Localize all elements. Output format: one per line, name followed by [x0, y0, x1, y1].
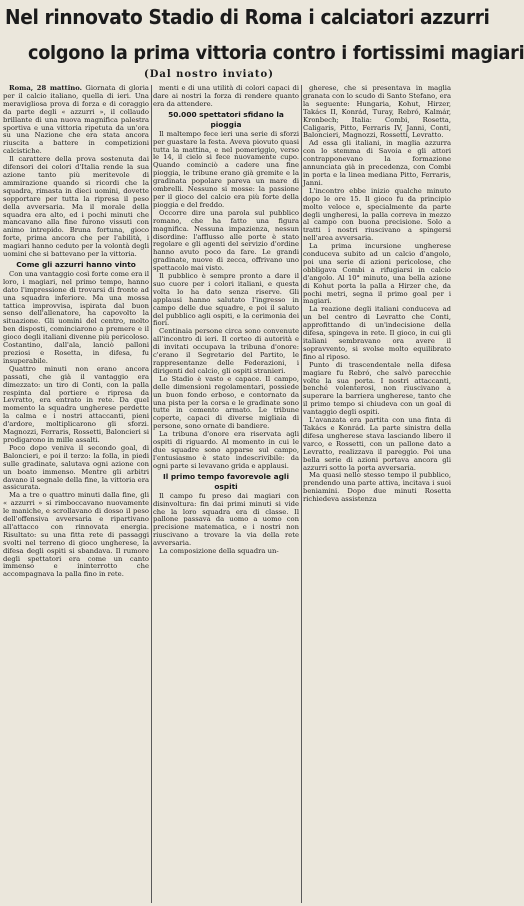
column-1 — [3, 85, 149, 903]
paragraph-text: Giornata di gloria per il calcio italiano, quella di ieri. Una meravigliosa prova di forza e di coraggio da parte degli « azzurri », il collaudo brillante di una nuova magnifica palestra sportiva e una vittoria ripetuta da un'ora su una Nazione che era stata ancora riuscita a battere in competizioni calcistiche. — [3, 84, 149, 156]
paragraph: Lo Stadio è vasto e capace. Il campo, delle dimensioni regolamentari, possiede un buon fondo erboso, e contornato da una pista per la corsa e le gradinate sono tutte in cemento armato. Le tribune coperte, capaci di diverse migliaia di persone, sono ornate di bandiere. — [153, 374, 299, 431]
paragraph: La tribuna d'onore era riservata agli ospiti di riguardo. Al momento in cui le due squadre sono apparse sul campo, l'entusiasmo è stato indescrivibile: da ogni parte si levavano grida e applausi. — [153, 430, 299, 470]
paragraph: La composizione della squadra un- — [159, 547, 279, 556]
paragraph: Il maltempo fece ieri una serie di sforzi per guastare la festa. Aveva piovuto quasi tutta la mattina, e nel pomeriggio, verso le 14, il cielo si fece nuovamente cupo. Quando cominciò a cadere una fine pioggia, le tribune erano già gremite e la gradinata popolare pareva un mare di ombrelli. Nessuno si mosse: la passione per il gioco del calcio era più forte della pioggia e del freddo. — [153, 129, 299, 209]
paragraph: Punto di trascendentale nella difesa magiare fu Rebró, che salvò parecchie volte la sua porta. I nostri attaccanti, benché volenterosi, non riuscivano a superare la barriera ungherese, tanto che il primo tempo si chiudeva con un goal di vantaggio degli ospiti. — [303, 360, 451, 417]
byline: (Dal nostro inviato) — [144, 69, 274, 80]
dateline: Roma, 28 mattino. — [9, 84, 82, 92]
paragraph: L'incontro ebbe inizio qualche minuto dopo le ore 15. Il gioco fu da principio molto veloce e, specialmente da parte degli ungheresi, la palla correva in mezzo al campo con buona precisione. Solo a tratti i nostri riuscivano a spingersi nell'area avversaria. — [303, 186, 451, 243]
paragraph: Ad essa gli italiani, in maglia azzurra con lo stemma di Savoia e gli attori contrapponevano la formazione annunciata già in precedenza, con Combi in porta e la linea mediana Pitto, Ferraris, Janni. — [303, 139, 451, 187]
column-divider — [151, 85, 152, 903]
subheading: 50.000 spettatori sfidano la pioggia — [168, 109, 284, 129]
paragraph: La prima incursione ungherese conduceva subito ad un calcio d'angolo, poi una serie di azioni pericolose, che obbligava Combi a rifugiarsi in calcio d'angolo. Al 10° minuto, una bella azione di Kohut porta la palla a Hirzer che, da pochi metri, segna il primo goal per i magiari. — [303, 242, 451, 306]
subheading: Come gli azzurri hanno vinto — [16, 259, 136, 269]
headline-line-2: colgono la prima vittoria contro i fortissimi magiari — [28, 42, 524, 64]
paragraph: Centinaia persone circa sono convenute all'incontro di ieri. Il corteo di autorità e di invitati occupava la tribuna d'onore: c'erano il Segretario del Partito, le rappresentanze delle Federazioni, i dirigenti del calcio, gli ospiti stranieri. — [153, 327, 299, 375]
paragraph — [3, 85, 149, 156]
paragraph: gherese, che si presentava in maglia granata con lo scudo di Santo Stefano, era la seguente: Hungaria, Kohut, Hirzer, Takács II, Konrád, Turay, Rebró, Kalmár, Kronbech; Italia: Combi, Rosetta, Caligaris, Pitto, Ferraris IV, Janni, Conti, Baloncieri, Magnozzi, Rossetti, Levratto. — [303, 84, 451, 140]
paragraph: Il pubblico è sempre pronto a dare il suo cuore per i colori italiani, e questa volta lo ha dato senza riserve. Gli applausi hanno salutato l'ingresso in campo delle due squadre, e poi il saluto del pubblico agli ospiti, e la cerimonia dei fiori. — [153, 272, 299, 328]
paragraph: Ma a tre o quattro minuti dalla fine, gli « azzurri » si rimboccavano nuovamente le maniche, e scrollavano di dosso il peso dell'offensiva avversaria e ripartivano all'attacco con rinnovata energia. Risultato: su una fitta rete di passaggi svolti nel terreno di gioco ungherese, la difesa degli ospiti si sbandava. Il rumore degli spettatori era come un canto immenso e ininterrotto che accompagnava la palla fino in rete. — [3, 491, 149, 579]
article-columns — [3, 85, 451, 903]
column-3 — [303, 85, 451, 903]
paragraph: Con una vantaggio così forte come era il loro, i magiari, nel primo tempo, hanno dato l'impressione di trovarsi di fronte ad una squadra inferiore. Ma una mossa tattica improvvisa, ispirata dal buon senso dell'allenatore, ha capovolto la situazione. Gli uomini del centro, molto ben disposti, cominciarono a premere e il gioco degli italiani divenne più pericoloso. Costantino, dall'ala, lanciò palloni preziosi e Rosetta, in difesa, fu insuperabile. — [3, 269, 149, 365]
paragraph: La reazione degli italiani conduceva ad un bel centro di Levratto che Conti, approfittando di un'indecisione della difesa, spingeva in rete. Il gioco, in cui gli italiani sembravano ora avere il sopravvento, si svolse molto equilibrato fino al riposo. — [303, 305, 451, 361]
headline-line-1: Nel rinnovato Stadio di Roma i calciatori azzurri — [5, 5, 490, 29]
paragraph: Occorre dire una parola sul pubblico romano, che ha fatto una figura magnifica. Nessuna impazienza, nessun disordine: l'afflusso alle porte è stato regolare e gli agenti del servizio d'ordine hanno avuto poco da fare. Le grandi gradinate, nuove di zecca, offrivano uno spettacolo mai visto. — [153, 208, 299, 273]
subheading: Il primo tempo favorevole agli ospiti — [163, 471, 289, 491]
paragraph: Il campo fu preso dai magiari con disinvoltura: fin dai primi minuti si vide che la loro squadra era di classe. Il pallone passava da uomo a uomo con precisione matematica, e i nostri non riuscivano a trovare la via della rete avversaria. — [153, 491, 299, 548]
paragraph: Poco dopo veniva il secondo goal, di Baloncieri, e poi il terzo: la folla, in piedi sulle gradinate, salutava ogni azione con un boato immenso. Mentre gli arbitri davano il segnale della fine, la vittoria era assicurata. — [3, 443, 149, 492]
paragraph: Quattro minuti non erano ancora passati, che già il vantaggio era dimezzato: un tiro di Conti, con la palla respinta dal portiere e ripresa da Levratto, era entrato in rete. Da quel momento la squadra ungherese perdette la calma e i nostri attaccanti, pieni d'ardore, moltiplicarono gli sforzi. Magnozzi, Ferraris, Rossetti, Baloncieri si prodigarono in mille assalti. — [3, 364, 149, 444]
paragraph: Ma quasi nello stesso tempo il pubblico, prendendo una parte attiva, incitava i suoi beniamini. Dopo due minuti Rosetta richiedeva assistenza — [303, 471, 451, 504]
paragraph: menti e di una utilità di colori capaci di dare ai nostri la forza di rendere quanto era da attendere. — [153, 84, 299, 108]
column-divider — [301, 85, 302, 903]
paragraph: L'avanzata era partita con una finta di Takács e Konrád. La parte sinistra della difesa ungherese stava lasciando libero il varco, e Rossetti, con un pallone dato a Levratto, realizzava il pareggio. Poi una bella serie di azioni portava ancora gli azzurri sotto la porta avversaria. — [303, 416, 451, 472]
column-2 — [153, 85, 299, 903]
paragraph: Il carattere della prova sostenuta dai difensori dei colori d'Italia rende la sua azione tanto più meritevole di ammirazione quando si ricordi che la squadra, rimasta in dieci uomini, dovette sopportare per tutta la ripresa il peso della avversaria. Ma il morale della squadra era alto, ed i pochi minuti che mancavano alla fine furono vissuti con animo intrepido. Bruna fortuna, gioco forte, prima ancora che per l'abilità, i magiari hanno ceduto per la volontà degli uomini che si battevano per la vittoria. — [3, 155, 149, 259]
